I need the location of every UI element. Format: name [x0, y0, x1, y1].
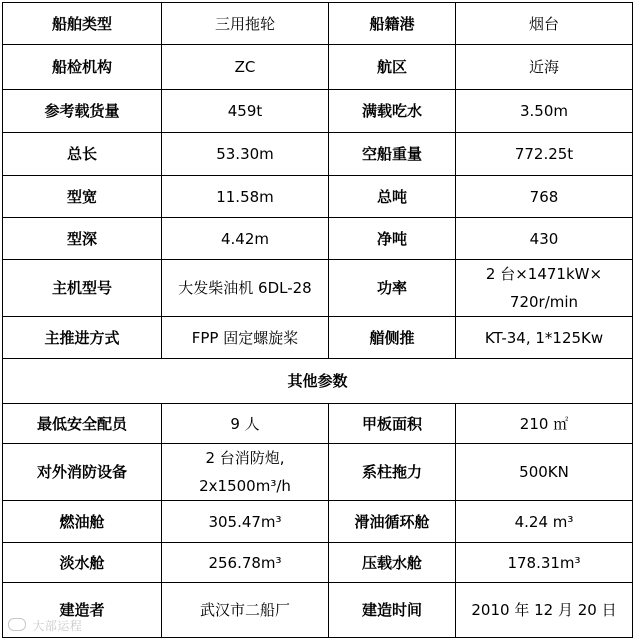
label-cell: 滑油循环舱 — [329, 501, 456, 543]
table-row — [3, 260, 633, 317]
table-row — [3, 501, 633, 543]
label-cell: 系柱拖力 — [329, 444, 456, 501]
value-cell: 210 ㎡ — [456, 404, 633, 444]
table-row — [3, 404, 633, 444]
table-row — [3, 583, 633, 638]
label-cell: 主推进方式 — [3, 317, 162, 359]
table-row — [3, 133, 633, 176]
label-cell: 最低安全配员 — [3, 404, 162, 444]
label-cell: 燃油舱 — [3, 501, 162, 543]
value-cell: 三用拖轮 — [162, 3, 329, 45]
label-cell: 艏侧推 — [329, 317, 456, 359]
label-cell: 满载吃水 — [329, 90, 456, 133]
value-cell: 武汉市二船厂 — [162, 583, 329, 638]
label-cell: 对外消防设备 — [3, 444, 162, 501]
label-cell: 船舶类型 — [3, 3, 162, 45]
table-row — [3, 3, 633, 45]
watermark — [8, 617, 82, 634]
value-cell: 11.58m — [162, 176, 329, 218]
value-cell: 2010 年 12 月 20 日 — [456, 583, 633, 638]
label-cell: 型宽 — [3, 176, 162, 218]
value-cell: 459t — [162, 90, 329, 133]
section-title: 其他参数 — [3, 359, 633, 404]
label-cell: 净吨 — [329, 218, 456, 260]
value-cell: 4.24 m³ — [456, 501, 633, 543]
table-row — [3, 317, 633, 359]
label-cell: 航区 — [329, 45, 456, 90]
value-cell: 768 — [456, 176, 633, 218]
value-line: 2 台×1471kW× — [485, 265, 603, 283]
table-row — [3, 90, 633, 133]
value-cell: 178.31m³ — [456, 543, 633, 583]
value-cell: 大发柴油机 6DL-28 — [162, 260, 329, 317]
label-cell: 型深 — [3, 218, 162, 260]
label-cell: 总吨 — [329, 176, 456, 218]
value-cell — [162, 444, 329, 501]
watermark-text: 大部运程 — [32, 619, 83, 633]
table-row — [3, 543, 633, 583]
value-cell: 256.78m³ — [162, 543, 329, 583]
label-cell: 建造时间 — [329, 583, 456, 638]
value-cell: 9 人 — [162, 404, 329, 444]
value-line: 2x1500m³/h — [199, 477, 291, 495]
value-cell — [456, 260, 633, 317]
vessel-spec-table — [2, 2, 633, 638]
value-cell: FPP 固定螺旋桨 — [162, 317, 329, 359]
label-cell: 总长 — [3, 133, 162, 176]
value-cell: 4.42m — [162, 218, 329, 260]
value-cell: 烟台 — [456, 3, 633, 45]
label-cell: 参考载货量 — [3, 90, 162, 133]
label-cell: 建造者 — [3, 583, 162, 638]
value-cell: 53.30m — [162, 133, 329, 176]
table-row — [3, 218, 633, 260]
value-cell: ZC — [162, 45, 329, 90]
weibo-logo-icon — [8, 618, 26, 631]
value-cell: 500KN — [456, 444, 633, 501]
label-cell: 功率 — [329, 260, 456, 317]
value-line: 2 台消防炮, — [205, 449, 285, 467]
label-cell: 船检机构 — [3, 45, 162, 90]
label-cell: 压载水舱 — [329, 543, 456, 583]
value-cell: 305.47m³ — [162, 501, 329, 543]
section-row — [3, 359, 633, 404]
table-row — [3, 444, 633, 501]
label-cell: 甲板面积 — [329, 404, 456, 444]
table-row — [3, 45, 633, 90]
value-cell: 3.50m — [456, 90, 633, 133]
value-cell: 772.25t — [456, 133, 633, 176]
label-cell: 空船重量 — [329, 133, 456, 176]
value-cell: 近海 — [456, 45, 633, 90]
label-cell: 淡水舱 — [3, 543, 162, 583]
value-cell: 430 — [456, 218, 633, 260]
value-line: 720r/min — [509, 293, 579, 311]
label-cell: 船籍港 — [329, 3, 456, 45]
table-row — [3, 176, 633, 218]
label-cell: 主机型号 — [3, 260, 162, 317]
value-cell: KT-34, 1*125Kw — [456, 317, 633, 359]
